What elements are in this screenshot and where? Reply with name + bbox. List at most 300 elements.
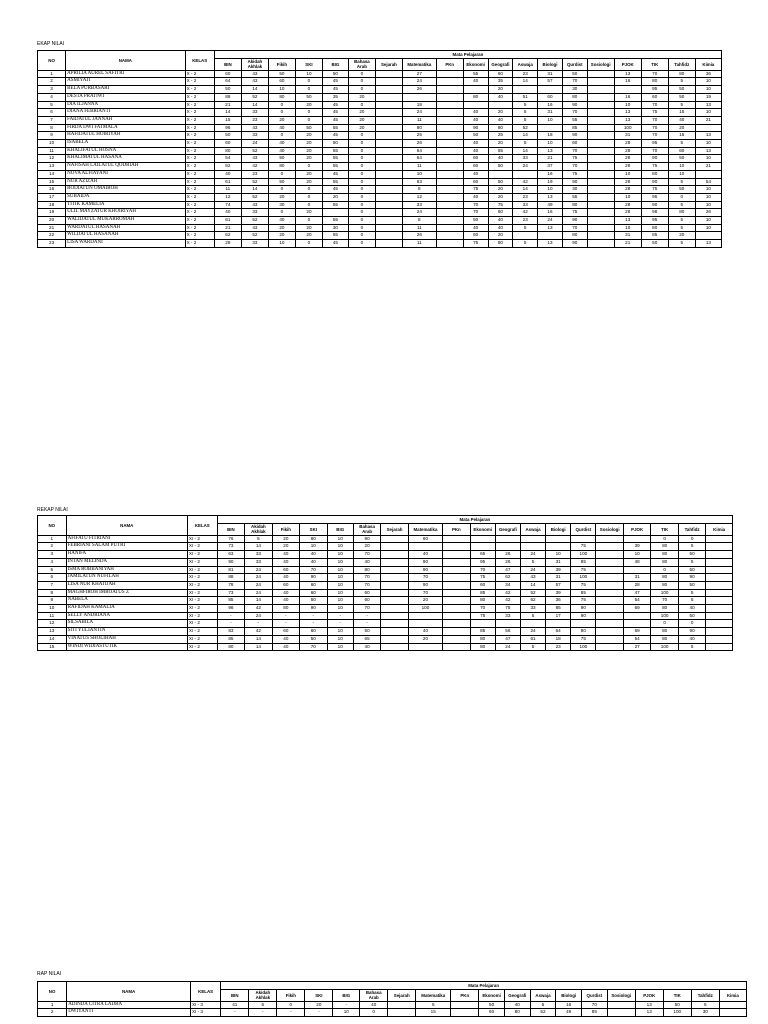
grade-cell: 0 (360, 1009, 388, 1017)
grade-cell: 64 (402, 155, 436, 163)
grade-cell: 10 (695, 86, 721, 94)
grade-cell: 28 (623, 581, 650, 589)
col-header-kelas: KELAS (187, 516, 217, 536)
grade-cell: 10 (327, 628, 353, 636)
table-row (38, 620, 733, 628)
grade-cell: 5 (416, 1001, 451, 1009)
grade-cell: 40 (272, 643, 299, 651)
grade-cell: 70 (408, 574, 442, 582)
grade-cell (470, 620, 495, 628)
grade-cell: 42 (495, 589, 520, 597)
grade-cell (375, 124, 402, 132)
row-number: 3 (38, 551, 67, 559)
grade-cell: 80 (488, 240, 513, 248)
student-name: KHALIFATUL HOSNA (66, 147, 185, 155)
grade-cell (587, 170, 614, 178)
grade-cell: 33 (513, 155, 538, 163)
grade-cell: 70 (641, 132, 668, 140)
student-name: SITI YULIANTIN (66, 628, 187, 636)
grade-cell: 35 (322, 93, 348, 101)
grade-cell: 90 (641, 178, 668, 186)
grade-cell: 80 (470, 597, 495, 605)
sheet-title: RAP NILAI (37, 971, 62, 977)
grade-cell (719, 1001, 746, 1009)
grade-cell: 40 (488, 224, 513, 232)
student-name: KHALIMATUL HASANA (66, 155, 185, 163)
row-number: 13 (38, 628, 67, 636)
grade-cell: 60 (470, 581, 495, 589)
grade-cell: 0 (295, 86, 322, 94)
grade-cell (375, 109, 402, 117)
grade-cell: 14 (241, 186, 268, 194)
mata-pelajaran-header: Mata Pelajaran (217, 516, 732, 524)
grade-cell (436, 140, 463, 148)
grade-cell: 80 (268, 163, 295, 171)
grade-cell: 10 (614, 101, 641, 109)
grade-cell (587, 101, 614, 109)
grade-cell: 5 (668, 140, 695, 148)
grade-cell: 20 (488, 86, 513, 94)
class-cell: X - 2 (185, 209, 214, 217)
grade-cell (695, 124, 721, 132)
grade-cell: 50 (678, 581, 705, 589)
grade-cell: 10 (538, 116, 563, 124)
grade-cell: 8 (402, 186, 436, 194)
grade-cell: 42 (245, 605, 272, 613)
grade-cell: 0 (295, 78, 322, 86)
grade-cell: 80 (488, 124, 513, 132)
grade-cell: 85 (470, 589, 495, 597)
grade-cell (596, 558, 623, 566)
grade-cell (695, 232, 721, 240)
table-row (38, 635, 733, 643)
grade-cell: 70 (353, 551, 380, 559)
grade-cell: 60 (300, 589, 327, 597)
grade-cell: 85 (217, 635, 244, 643)
grade-cell: 10 (327, 543, 353, 551)
grade-cell: 50 (214, 132, 241, 140)
subject-header: Kimia (695, 58, 721, 70)
grade-cell: 61 (214, 217, 241, 225)
grade-cell: 0 (651, 566, 678, 574)
student-name: NABELA (66, 597, 187, 605)
grade-cell: - (305, 1009, 333, 1017)
grade-cell (495, 620, 520, 628)
grade-cell: 52 (530, 1009, 556, 1017)
grade-cell (587, 224, 614, 232)
subject-header: Bahasa Arab (353, 523, 380, 535)
grade-cell (596, 643, 623, 651)
grade-cell (436, 86, 463, 94)
class-cell: XI - 2 (187, 558, 217, 566)
grade-cell: 75 (571, 543, 596, 551)
grade-cell: 43 (241, 155, 268, 163)
grade-cell: - (217, 620, 244, 628)
grade-cell: 36 (695, 70, 721, 78)
grade-cell (587, 193, 614, 201)
grade-cell: 20 (488, 140, 513, 148)
grade-cell: 70 (582, 1001, 608, 1009)
grade-cell: - (249, 1009, 277, 1017)
grade-cell (706, 589, 733, 597)
grade-cell: 70 (562, 163, 587, 171)
grade-cell (381, 620, 408, 628)
grade-cell (463, 86, 488, 94)
grade-cell: 54 (623, 597, 650, 605)
grade-cell: 47 (623, 589, 650, 597)
grade-cell: 49 (538, 201, 563, 209)
grade-cell: 16 (538, 209, 563, 217)
grade-cell: 70 (562, 109, 587, 117)
grade-cell (436, 178, 463, 186)
grade-cell: 70 (470, 566, 495, 574)
grade-cell: 10 (327, 535, 353, 543)
grade-cell: 21 (538, 155, 563, 163)
grade-cell: 40 (353, 643, 380, 651)
grade-cell: 70 (300, 643, 327, 651)
grade-cell: 5 (691, 1001, 719, 1009)
grade-cell: 11 (402, 116, 436, 124)
grade-cell: 20 (408, 635, 442, 643)
grade-cell: 80 (300, 535, 327, 543)
grade-cell (375, 101, 402, 109)
grade-cell: 40 (463, 140, 488, 148)
grade-cell (436, 116, 463, 124)
row-number: 6 (38, 574, 67, 582)
grade-cell: 0 (651, 535, 678, 543)
grade-cell: 45 (322, 240, 348, 248)
grade-cell: 78 (217, 581, 244, 589)
grade-cell: 63 (217, 551, 244, 559)
grade-cell: 40 (272, 597, 299, 605)
grade-cell: 50 (678, 566, 705, 574)
grade-cell: 45 (322, 170, 348, 178)
grade-cell (587, 240, 614, 248)
class-cell: X - 2 (185, 78, 214, 86)
class-cell: XI - 2 (187, 535, 217, 543)
grade-cell: 11 (402, 240, 436, 248)
subject-header: Qurdist (571, 523, 596, 535)
grade-cell: 31 (614, 132, 641, 140)
table-row (38, 566, 733, 574)
grade-cell: 60 (463, 232, 488, 240)
grade-cell: 0 (678, 535, 705, 543)
grade-cell: 52 (513, 124, 538, 132)
grade-cell: 18 (402, 101, 436, 109)
grade-cell: 0 (348, 178, 375, 186)
grade-cell: 24 (402, 209, 436, 217)
grade-cell: - (272, 620, 299, 628)
table-row (38, 597, 733, 605)
grade-cell: 70 (562, 224, 587, 232)
grade-cell (375, 209, 402, 217)
grade-cell: 40 (463, 116, 488, 124)
grade-cell: 5 (678, 597, 705, 605)
grade-cell: 20 (305, 1001, 333, 1009)
grade-cell: 30 (562, 86, 587, 94)
grade-cell: 5 (513, 240, 538, 248)
grade-cell: 50 (295, 93, 322, 101)
grade-cell: 50 (214, 86, 241, 94)
grade-cell: 5 (668, 224, 695, 232)
grade-cell (381, 635, 408, 643)
grade-cell: 24 (245, 574, 272, 582)
grade-cell: 85 (641, 232, 668, 240)
grade-cell: 0 (277, 1001, 305, 1009)
row-number: 19 (38, 209, 66, 217)
row-number: 15 (38, 178, 66, 186)
grade-cell (402, 93, 436, 101)
grade-cell (436, 240, 463, 248)
class-cell: X - 2 (185, 155, 214, 163)
grade-cell (596, 605, 623, 613)
grade-cell (436, 70, 463, 78)
student-name: ISABELA (66, 140, 185, 148)
grade-cell: 42 (513, 209, 538, 217)
grade-cell: 20 (488, 232, 513, 240)
table-row (38, 589, 733, 597)
grade-cell: 13 (635, 1009, 663, 1017)
grade-cell: 55 (322, 217, 348, 225)
student-name: WINDI WIDIASTUTIK (66, 643, 187, 651)
grade-cell (375, 170, 402, 178)
grade-cell: 10 (327, 574, 353, 582)
grade-cell: 13 (538, 147, 563, 155)
grade-cell: 65 (353, 635, 380, 643)
row-number: 10 (38, 605, 67, 613)
grade-cell: 43 (241, 201, 268, 209)
grade-cell (381, 605, 408, 613)
grade-cell: 90 (562, 240, 587, 248)
student-name: SELLY ANDRIANA (66, 612, 187, 620)
grade-cell: 10 (538, 140, 563, 148)
grade-cell: 75 (641, 163, 668, 171)
grade-cell: 85 (470, 628, 495, 636)
grade-cell (495, 543, 520, 551)
grade-cell: 28 (614, 186, 641, 194)
grade-cell (587, 132, 614, 140)
grades-table (37, 515, 733, 651)
col-header-no: NO (38, 51, 66, 71)
grade-cell: 33 (241, 132, 268, 140)
subject-header: BIN (214, 58, 241, 70)
grade-cell: 10 (327, 558, 353, 566)
grade-cell (706, 558, 733, 566)
grade-cell: 20 (348, 93, 375, 101)
grade-cell (607, 1001, 635, 1009)
grade-cell (443, 558, 470, 566)
subject-header: Sejarah (388, 989, 416, 1001)
grade-cell (596, 566, 623, 574)
grade-cell: 10 (268, 240, 295, 248)
grade-cell: 75 (571, 597, 596, 605)
grade-cell: 0 (348, 224, 375, 232)
grade-cell: 70 (641, 147, 668, 155)
grade-cell (436, 201, 463, 209)
grade-cell: 80 (217, 643, 244, 651)
student-name: JAMILATUN NUFILAH (66, 574, 187, 582)
grade-cell: 85 (582, 1009, 608, 1017)
grade-cell (381, 566, 408, 574)
grade-cell: 10 (695, 224, 721, 232)
grade-cell: 80 (463, 93, 488, 101)
student-name: RODIATUN OMAIROH (66, 186, 185, 194)
student-name: SILSABILA (66, 620, 187, 628)
grade-cell: 50 (668, 86, 695, 94)
table-row (38, 217, 722, 225)
grade-cell: 0 (348, 78, 375, 86)
grade-cell: 62 (214, 232, 241, 240)
grade-cell: 80 (571, 628, 596, 636)
grade-cell: 42 (245, 628, 272, 636)
grade-cell: 40 (300, 551, 327, 559)
grade-cell (587, 163, 614, 171)
grade-cell: 45 (322, 78, 348, 86)
row-number: 8 (38, 589, 67, 597)
grade-cell: 27 (402, 70, 436, 78)
grade-cell: 14 (214, 109, 241, 117)
grade-cell: 18 (538, 132, 563, 140)
grade-cell: 98 (641, 209, 668, 217)
grade-cell: 14 (513, 132, 538, 140)
grade-cell: - (333, 1001, 360, 1009)
grade-cell: 85 (571, 589, 596, 597)
grade-cell: 54 (623, 635, 650, 643)
grade-cell: 70 (641, 101, 668, 109)
grade-cell: 52 (520, 589, 545, 597)
grade-cell: 10 (695, 155, 721, 163)
grade-cell: 43 (241, 70, 268, 78)
subject-header: Tahfidz (678, 523, 705, 535)
subject-header: Akidah Akhlak (249, 989, 277, 1001)
grade-cell (538, 124, 563, 132)
table-row (38, 551, 733, 559)
grade-cell: 26 (402, 140, 436, 148)
grade-cell (488, 170, 513, 178)
grade-cell (443, 574, 470, 582)
subject-header: TIK (641, 58, 668, 70)
grade-cell (587, 155, 614, 163)
subject-header: Fikih (272, 523, 299, 535)
table-row (38, 70, 722, 78)
grade-cell: 52 (241, 217, 268, 225)
grade-cell: 13 (614, 70, 641, 78)
grade-cell: 75 (488, 201, 513, 209)
grade-cell: 10 (327, 566, 353, 574)
grade-cell: 80 (641, 224, 668, 232)
grade-cell: 10 (668, 170, 695, 178)
grade-cell: 60 (214, 70, 241, 78)
grade-cell: 39 (623, 543, 650, 551)
grade-cell: 40 (268, 147, 295, 155)
grade-cell (596, 574, 623, 582)
subject-header: Tahfidz (691, 989, 719, 1001)
grade-cell: 8 (402, 217, 436, 225)
grade-cell: 31 (546, 574, 571, 582)
grade-cell: 50 (488, 178, 513, 186)
subject-header: Sosiologi (587, 58, 614, 70)
row-number: 21 (38, 224, 66, 232)
grade-cell: 90 (217, 558, 244, 566)
grade-cell (375, 132, 402, 140)
table-row (38, 643, 733, 651)
subject-header: Kimia (706, 523, 733, 535)
grade-cell (596, 543, 623, 551)
grade-cell: 65 (470, 551, 495, 559)
grade-cell: 40 (488, 217, 513, 225)
grade-cell: 50 (268, 155, 295, 163)
grade-cell (375, 70, 402, 78)
grade-cell: 60 (668, 147, 695, 155)
grade-cell: 90 (562, 217, 587, 225)
grade-cell: 80 (470, 643, 495, 651)
grade-cell: 50 (562, 70, 587, 78)
class-cell: X - 2 (185, 101, 214, 109)
grade-cell: 75 (562, 170, 587, 178)
class-cell: X - 2 (185, 178, 214, 186)
grade-cell (381, 597, 408, 605)
grade-cell: 43 (241, 224, 268, 232)
grade-cell: 20 (353, 543, 380, 551)
grade-cell: 20 (295, 101, 322, 109)
grade-cell (623, 612, 650, 620)
grade-cell: 52 (241, 93, 268, 101)
col-header-nama: NAMA (66, 51, 185, 71)
row-number: 2 (38, 78, 66, 86)
grade-cell: 5 (513, 116, 538, 124)
grade-cell: 31 (538, 70, 563, 78)
grade-cell: 19 (695, 93, 721, 101)
grade-cell: 40 (678, 605, 705, 613)
student-name: RAFIDAH KAMALIA (66, 605, 187, 613)
grade-cell (470, 543, 495, 551)
grade-cell: 40 (678, 635, 705, 643)
grade-cell: 70 (353, 574, 380, 582)
class-cell: X - 2 (185, 170, 214, 178)
grade-cell: 54 (214, 155, 241, 163)
grade-cell: 40 (360, 1001, 388, 1009)
grade-cell: 54 (695, 178, 721, 186)
grade-cell: 21 (214, 224, 241, 232)
grade-cell: 20 (668, 232, 695, 240)
subject-header: SKI (300, 523, 327, 535)
grade-cell (436, 132, 463, 140)
grade-cell: 70 (463, 201, 488, 209)
grade-cell: 10 (333, 1009, 360, 1017)
grade-cell (587, 209, 614, 217)
table-row (38, 209, 722, 217)
grade-cell: 14 (245, 635, 272, 643)
grade-cell (381, 581, 408, 589)
grade-cell: 63 (402, 178, 436, 186)
grade-cell: 24 (538, 217, 563, 225)
grade-cell: 55 (322, 232, 348, 240)
grade-cell: 51 (513, 93, 538, 101)
grade-cell (596, 589, 623, 597)
grade-cell (546, 620, 571, 628)
grades-table (37, 50, 722, 248)
table-row (38, 574, 733, 582)
grade-cell (381, 589, 408, 597)
grade-cell: 74 (214, 201, 241, 209)
table-row (38, 178, 722, 186)
grade-cell: 0 (348, 201, 375, 209)
subject-header: Matematika (416, 989, 451, 1001)
grade-cell (375, 201, 402, 209)
grade-cell: 70 (641, 116, 668, 124)
class-cell: X - 2 (185, 186, 214, 194)
student-name: APRILIA AUREL SAFITRI (66, 70, 185, 78)
